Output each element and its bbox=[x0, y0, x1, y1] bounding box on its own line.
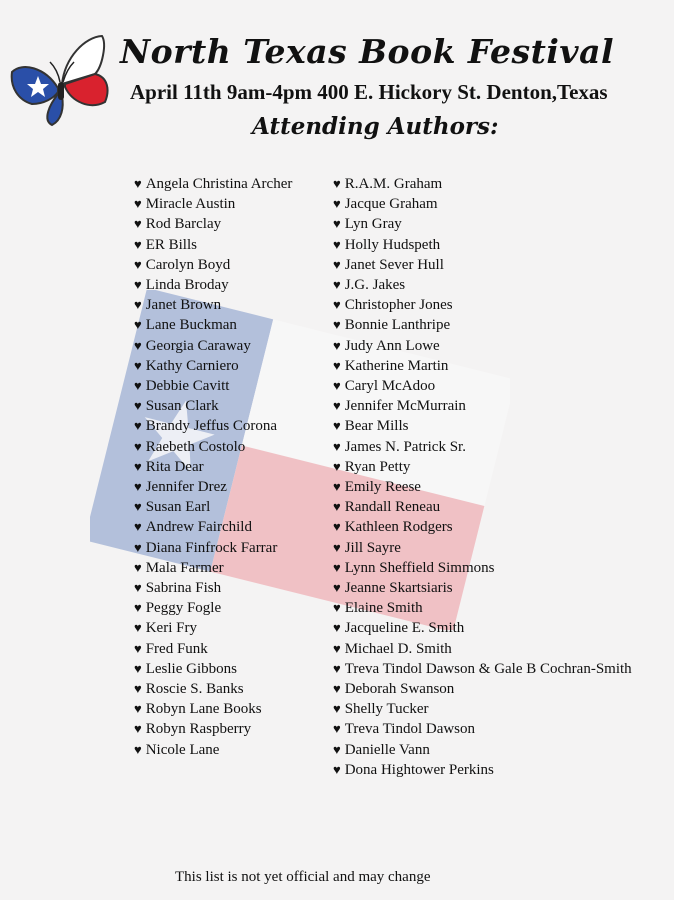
author-name: Lynn Sheffield Simmons bbox=[344, 559, 495, 576]
heart-icon: ♥ bbox=[134, 337, 142, 353]
heart-icon: ♥ bbox=[134, 701, 142, 717]
heart-icon: ♥ bbox=[134, 277, 142, 293]
author-item bbox=[333, 618, 632, 638]
heart-icon: ♥ bbox=[333, 580, 341, 596]
heart-icon: ♥ bbox=[134, 196, 142, 212]
author-name: Shelly Tucker bbox=[344, 701, 429, 718]
author-item bbox=[333, 719, 632, 739]
heart-icon: ♥ bbox=[134, 458, 142, 474]
heart-icon: ♥ bbox=[134, 640, 142, 656]
author-name: Linda Broday bbox=[145, 277, 229, 294]
heart-icon: ♥ bbox=[333, 256, 341, 272]
heart-icon: ♥ bbox=[134, 236, 142, 252]
author-name: Caryl McAdoo bbox=[344, 378, 436, 395]
heart-icon: ♥ bbox=[333, 378, 341, 394]
author-item bbox=[134, 214, 292, 234]
heart-icon: ♥ bbox=[333, 741, 341, 757]
author-name: Kathleen Rodgers bbox=[344, 519, 453, 536]
author-name: Peggy Fogle bbox=[145, 600, 222, 617]
author-name: Mala Farmer bbox=[145, 559, 224, 576]
festival-title: North Texas Book Festival bbox=[119, 32, 614, 71]
author-name: Rita Dear bbox=[145, 458, 204, 475]
author-item bbox=[333, 538, 632, 558]
author-item bbox=[134, 356, 292, 376]
author-item bbox=[333, 558, 632, 578]
disclaimer-text: This list is not yet official and may change bbox=[175, 869, 431, 885]
author-item bbox=[134, 315, 292, 335]
author-item bbox=[333, 497, 632, 517]
authors-list-left bbox=[134, 174, 292, 760]
heart-icon: ♥ bbox=[134, 620, 142, 636]
heart-icon: ♥ bbox=[134, 398, 142, 414]
author-name: Robyn Raspberry bbox=[145, 721, 252, 738]
heart-icon: ♥ bbox=[134, 479, 142, 495]
author-item bbox=[333, 598, 632, 618]
heart-icon: ♥ bbox=[134, 499, 142, 515]
author-name: Katherine Martin bbox=[344, 357, 449, 374]
author-item bbox=[134, 538, 292, 558]
author-name: R.A.M. Graham bbox=[344, 176, 443, 192]
author-item bbox=[134, 477, 292, 497]
author-name: Rod Barclay bbox=[145, 216, 222, 233]
author-item bbox=[134, 255, 292, 275]
author-name: Angela Christina Archer bbox=[145, 176, 293, 192]
author-name: Leslie Gibbons bbox=[145, 660, 237, 677]
heart-icon: ♥ bbox=[333, 479, 341, 495]
author-item bbox=[134, 679, 292, 699]
author-name: Janet Brown bbox=[145, 297, 222, 314]
heart-icon: ♥ bbox=[333, 216, 341, 232]
author-item bbox=[134, 639, 292, 659]
author-item bbox=[333, 659, 632, 679]
author-item bbox=[333, 194, 632, 214]
heart-icon: ♥ bbox=[333, 337, 341, 353]
author-name: Michael D. Smith bbox=[344, 640, 452, 657]
heart-icon: ♥ bbox=[333, 519, 341, 535]
author-name: Danielle Vann bbox=[344, 741, 430, 758]
author-name: Keri Fry bbox=[145, 620, 197, 637]
author-name: Jennifer McMurrain bbox=[344, 398, 466, 415]
author-item bbox=[333, 416, 632, 436]
author-name: Robyn Lane Books bbox=[145, 701, 262, 718]
author-name: Georgia Caraway bbox=[145, 337, 251, 354]
heart-icon: ♥ bbox=[333, 357, 341, 373]
author-item bbox=[134, 598, 292, 618]
heart-icon: ♥ bbox=[134, 600, 142, 616]
author-name: Jacqueline E. Smith bbox=[344, 620, 465, 637]
author-name: Deborah Swanson bbox=[344, 681, 455, 698]
author-item bbox=[134, 497, 292, 517]
author-item bbox=[134, 558, 292, 578]
author-item bbox=[134, 618, 292, 638]
event-date-location: April 11th 9am-4pm 400 E. Hickory St. Denton,Texas bbox=[130, 80, 608, 104]
author-item bbox=[134, 719, 292, 739]
author-item bbox=[134, 295, 292, 315]
author-name: Susan Clark bbox=[145, 398, 219, 415]
author-name: Holly Hudspeth bbox=[344, 236, 441, 253]
heart-icon: ♥ bbox=[333, 539, 341, 555]
author-name: Roscie S. Banks bbox=[145, 681, 244, 698]
author-name: Sabrina Fish bbox=[145, 580, 222, 597]
author-item bbox=[333, 336, 632, 356]
heart-icon: ♥ bbox=[333, 458, 341, 474]
author-name: J.G. Jakes bbox=[344, 277, 406, 294]
author-item bbox=[134, 416, 292, 436]
heart-icon: ♥ bbox=[333, 297, 341, 313]
author-name: Ryan Petty bbox=[344, 458, 411, 475]
heart-icon: ♥ bbox=[134, 216, 142, 232]
heart-icon: ♥ bbox=[333, 317, 341, 333]
author-name: Nicole Lane bbox=[145, 741, 220, 758]
author-name: Debbie Cavitt bbox=[145, 378, 230, 395]
author-name: Bonnie Lanthripe bbox=[344, 317, 451, 334]
heart-icon: ♥ bbox=[134, 418, 142, 434]
author-item bbox=[333, 477, 632, 497]
heart-icon: ♥ bbox=[134, 378, 142, 394]
author-name: James N. Patrick Sr. bbox=[344, 438, 466, 455]
author-item bbox=[134, 336, 292, 356]
author-item bbox=[333, 396, 632, 416]
author-name: Andrew Fairchild bbox=[145, 519, 252, 536]
heart-icon: ♥ bbox=[134, 317, 142, 333]
author-name: Miracle Austin bbox=[145, 196, 236, 213]
author-name: Jill Sayre bbox=[344, 539, 401, 556]
heart-icon: ♥ bbox=[134, 741, 142, 757]
author-name: Elaine Smith bbox=[344, 600, 423, 617]
author-item bbox=[333, 235, 632, 255]
heart-icon: ♥ bbox=[333, 196, 341, 212]
heart-icon: ♥ bbox=[333, 499, 341, 515]
authors-list-right bbox=[333, 174, 632, 780]
author-name: Lane Buckman bbox=[145, 317, 237, 334]
heart-icon: ♥ bbox=[134, 721, 142, 737]
heart-icon: ♥ bbox=[134, 580, 142, 596]
heart-icon: ♥ bbox=[333, 176, 341, 191]
heart-icon: ♥ bbox=[134, 176, 142, 191]
author-name: Judy Ann Lowe bbox=[344, 337, 440, 354]
author-item bbox=[333, 679, 632, 699]
heart-icon: ♥ bbox=[333, 418, 341, 434]
author-name: Dona Hightower Perkins bbox=[344, 761, 494, 778]
heart-icon: ♥ bbox=[134, 519, 142, 535]
heart-icon: ♥ bbox=[333, 620, 341, 636]
author-item bbox=[333, 699, 632, 719]
author-name: Kathy Carniero bbox=[145, 357, 239, 374]
author-item bbox=[134, 437, 292, 457]
heart-icon: ♥ bbox=[333, 277, 341, 293]
heart-icon: ♥ bbox=[333, 721, 341, 737]
author-item bbox=[333, 315, 632, 335]
heart-icon: ♥ bbox=[333, 761, 341, 777]
author-name: Jacque Graham bbox=[344, 196, 438, 213]
author-name: Christopher Jones bbox=[344, 297, 453, 314]
author-name: Brandy Jeffus Corona bbox=[145, 418, 278, 435]
heart-icon: ♥ bbox=[333, 681, 341, 697]
author-item bbox=[134, 275, 292, 295]
author-name: ER Bills bbox=[145, 236, 197, 253]
author-item bbox=[333, 275, 632, 295]
author-item bbox=[333, 437, 632, 457]
author-item bbox=[134, 194, 292, 214]
author-name: Lyn Gray bbox=[344, 216, 402, 233]
heart-icon: ♥ bbox=[333, 640, 341, 656]
heart-icon: ♥ bbox=[333, 660, 341, 676]
author-name: Jennifer Drez bbox=[145, 479, 227, 496]
author-item bbox=[134, 396, 292, 416]
author-item bbox=[333, 214, 632, 234]
author-item bbox=[333, 740, 632, 760]
author-item bbox=[333, 255, 632, 275]
author-name: Randall Reneau bbox=[344, 499, 441, 516]
author-name: Diana Finfrock Farrar bbox=[145, 539, 278, 556]
author-name: Fred Funk bbox=[145, 640, 208, 657]
heart-icon: ♥ bbox=[134, 681, 142, 697]
heart-icon: ♥ bbox=[134, 357, 142, 373]
heart-icon: ♥ bbox=[333, 559, 341, 575]
author-name: Treva Tindol Dawson bbox=[344, 721, 476, 738]
author-item bbox=[333, 295, 632, 315]
author-name: Emily Reese bbox=[344, 479, 421, 496]
author-item bbox=[333, 639, 632, 659]
author-item bbox=[333, 174, 632, 194]
author-item bbox=[134, 659, 292, 679]
heart-icon: ♥ bbox=[333, 438, 341, 454]
heart-icon: ♥ bbox=[333, 236, 341, 252]
heart-icon: ♥ bbox=[333, 701, 341, 717]
attending-authors-heading: Attending Authors: bbox=[252, 113, 499, 140]
author-item bbox=[134, 174, 292, 194]
author-item bbox=[333, 760, 632, 780]
author-item bbox=[134, 578, 292, 598]
author-item bbox=[134, 235, 292, 255]
heart-icon: ♥ bbox=[333, 600, 341, 616]
heart-icon: ♥ bbox=[333, 398, 341, 414]
author-item bbox=[333, 457, 632, 477]
heart-icon: ♥ bbox=[134, 660, 142, 676]
author-item bbox=[134, 376, 292, 396]
author-item bbox=[333, 376, 632, 396]
heart-icon: ♥ bbox=[134, 539, 142, 555]
author-name: Susan Earl bbox=[145, 499, 211, 516]
author-item bbox=[134, 740, 292, 760]
author-item bbox=[134, 699, 292, 719]
author-item bbox=[333, 356, 632, 376]
heart-icon: ♥ bbox=[134, 438, 142, 454]
author-item bbox=[333, 578, 632, 598]
author-name: Treva Tindol Dawson & Gale B Cochran-Smith bbox=[344, 660, 632, 677]
heart-icon: ♥ bbox=[134, 559, 142, 575]
heart-icon: ♥ bbox=[134, 256, 142, 272]
author-name: Bear Mills bbox=[344, 418, 409, 435]
heart-icon: ♥ bbox=[134, 297, 142, 313]
author-item bbox=[333, 517, 632, 537]
author-item bbox=[134, 457, 292, 477]
author-name: Carolyn Boyd bbox=[145, 256, 231, 273]
author-name: Janet Sever Hull bbox=[344, 256, 444, 273]
author-name: Jeanne Skartsiaris bbox=[344, 580, 453, 597]
author-item bbox=[134, 517, 292, 537]
author-name: Raebeth Costolo bbox=[145, 438, 246, 455]
